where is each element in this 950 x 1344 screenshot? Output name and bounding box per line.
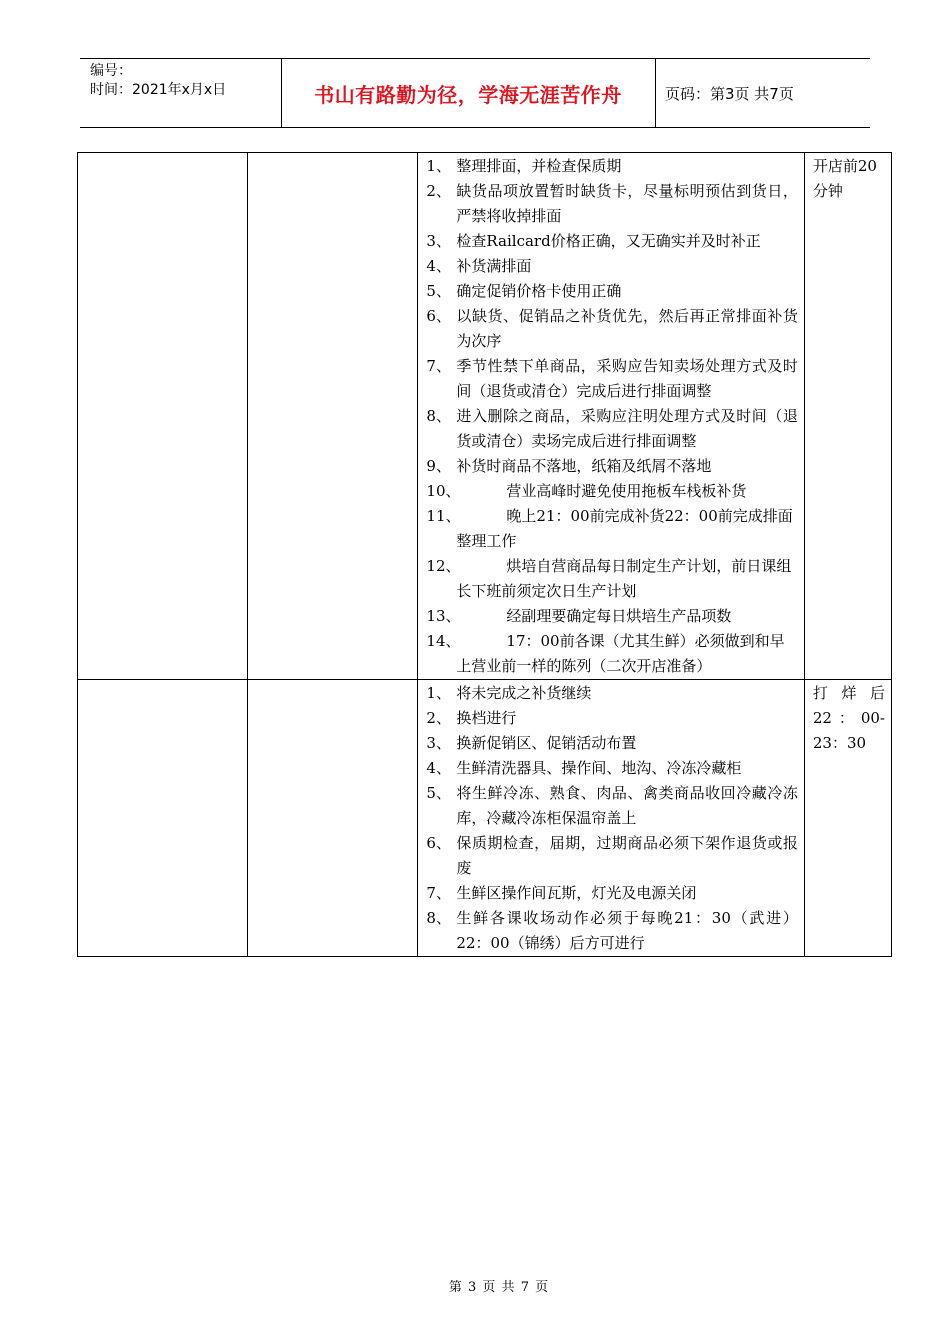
list-item: 8、 生鲜各课收场动作必须于每晚21：30（武进）22：00（锦绣）后方可进行 — [426, 909, 798, 952]
time-note: 开店前20分钟 — [812, 157, 877, 200]
list-item: 7、 季节性禁下单商品，采购应告知卖场处理方式及时间（退货或清仓）完成后进行排面调整 — [426, 357, 798, 400]
list-item: 7、 生鲜区操作间瓦斯，灯光及电源关闭 — [426, 884, 697, 902]
list-item: 5、 确定促销价格卡使用正确 — [426, 282, 622, 300]
list-item: 1、 将未完成之补货继续 — [426, 684, 592, 702]
table-row — [78, 680, 892, 957]
list-item: 9、 补货时商品不落地，纸箱及纸屑不落地 — [426, 457, 712, 475]
list-item: 2、 换档进行 — [426, 709, 517, 727]
list-item: 1、 整理排面，并检查保质期 — [426, 157, 622, 175]
list-item: 4、 生鲜清洗器具、操作间、地沟、冷冻冷藏柜 — [426, 759, 742, 777]
header-motto: 书山有路勤为径，学海无涯苦作舟 — [314, 82, 622, 107]
document-header — [80, 58, 870, 128]
list-item: 3、 检查Railcard价格正确，又无确实并及时补正 — [426, 232, 761, 250]
task-list — [418, 680, 803, 956]
header-divider — [655, 59, 656, 127]
task-list — [418, 153, 803, 679]
procedure-table — [77, 152, 892, 957]
header-meta — [80, 59, 280, 127]
table-cell-empty — [248, 153, 418, 680]
list-item: 2、 缺货品项放置暂时缺货卡，尽量标明预估到货日，严禁将收掉排面 — [426, 182, 798, 225]
table-row — [78, 153, 892, 680]
task-list-cell — [418, 153, 804, 680]
time-cell — [804, 680, 891, 957]
list-item: 4、 补货满排面 — [426, 257, 532, 275]
table-cell-empty — [78, 153, 248, 680]
time-cell — [804, 153, 891, 680]
list-item: 6、 以缺货、促销品之补货优先，然后再正常排面补货为次序 — [426, 307, 798, 350]
number-label: 编号： — [90, 63, 132, 79]
list-item: 5、 将生鲜冷冻、熟食、肉品、禽类商品收回冷藏冷冻库，冷藏冷冻柜保温帘盖上 — [426, 784, 798, 827]
table-cell-empty — [78, 680, 248, 957]
list-item: 10、 营业高峰时避免使用拖板车栈板补货 — [426, 482, 747, 500]
time-label: 时间：2021年x月x日 — [90, 82, 227, 98]
list-item: 13、 经副理要确定每日烘培生产品项数 — [426, 607, 732, 625]
list-item: 8、 进入删除之商品，采购应注明处理方式及时间（退货或清仓）卖场完成后进行排面调整 — [426, 407, 798, 450]
table-cell-empty — [248, 680, 418, 957]
list-item: 6、 保质期检查，届期，过期商品必须下架作退货或报废 — [426, 834, 798, 877]
list-item: 12、 烘培自营商品每日制定生产计划，前日课组长下班前须定次日生产计划 — [426, 557, 792, 600]
list-item: 14、 17：00前各课（尤其生鲜）必须做到和早上营业前一样的陈列（二次开店准备） — [426, 632, 785, 675]
page-info: 页码：第3页 共7页 — [665, 84, 794, 103]
task-list-cell — [418, 680, 804, 957]
page-footer: 第 3 页 共 7 页 — [448, 1280, 550, 1295]
time-note: 打烊后22：00-23：30 — [812, 684, 885, 752]
list-item: 11、 晚上21：00前完成补货22：00前完成排面整理工作 — [426, 507, 793, 550]
list-item: 3、 换新促销区、促销活动布置 — [426, 734, 637, 752]
